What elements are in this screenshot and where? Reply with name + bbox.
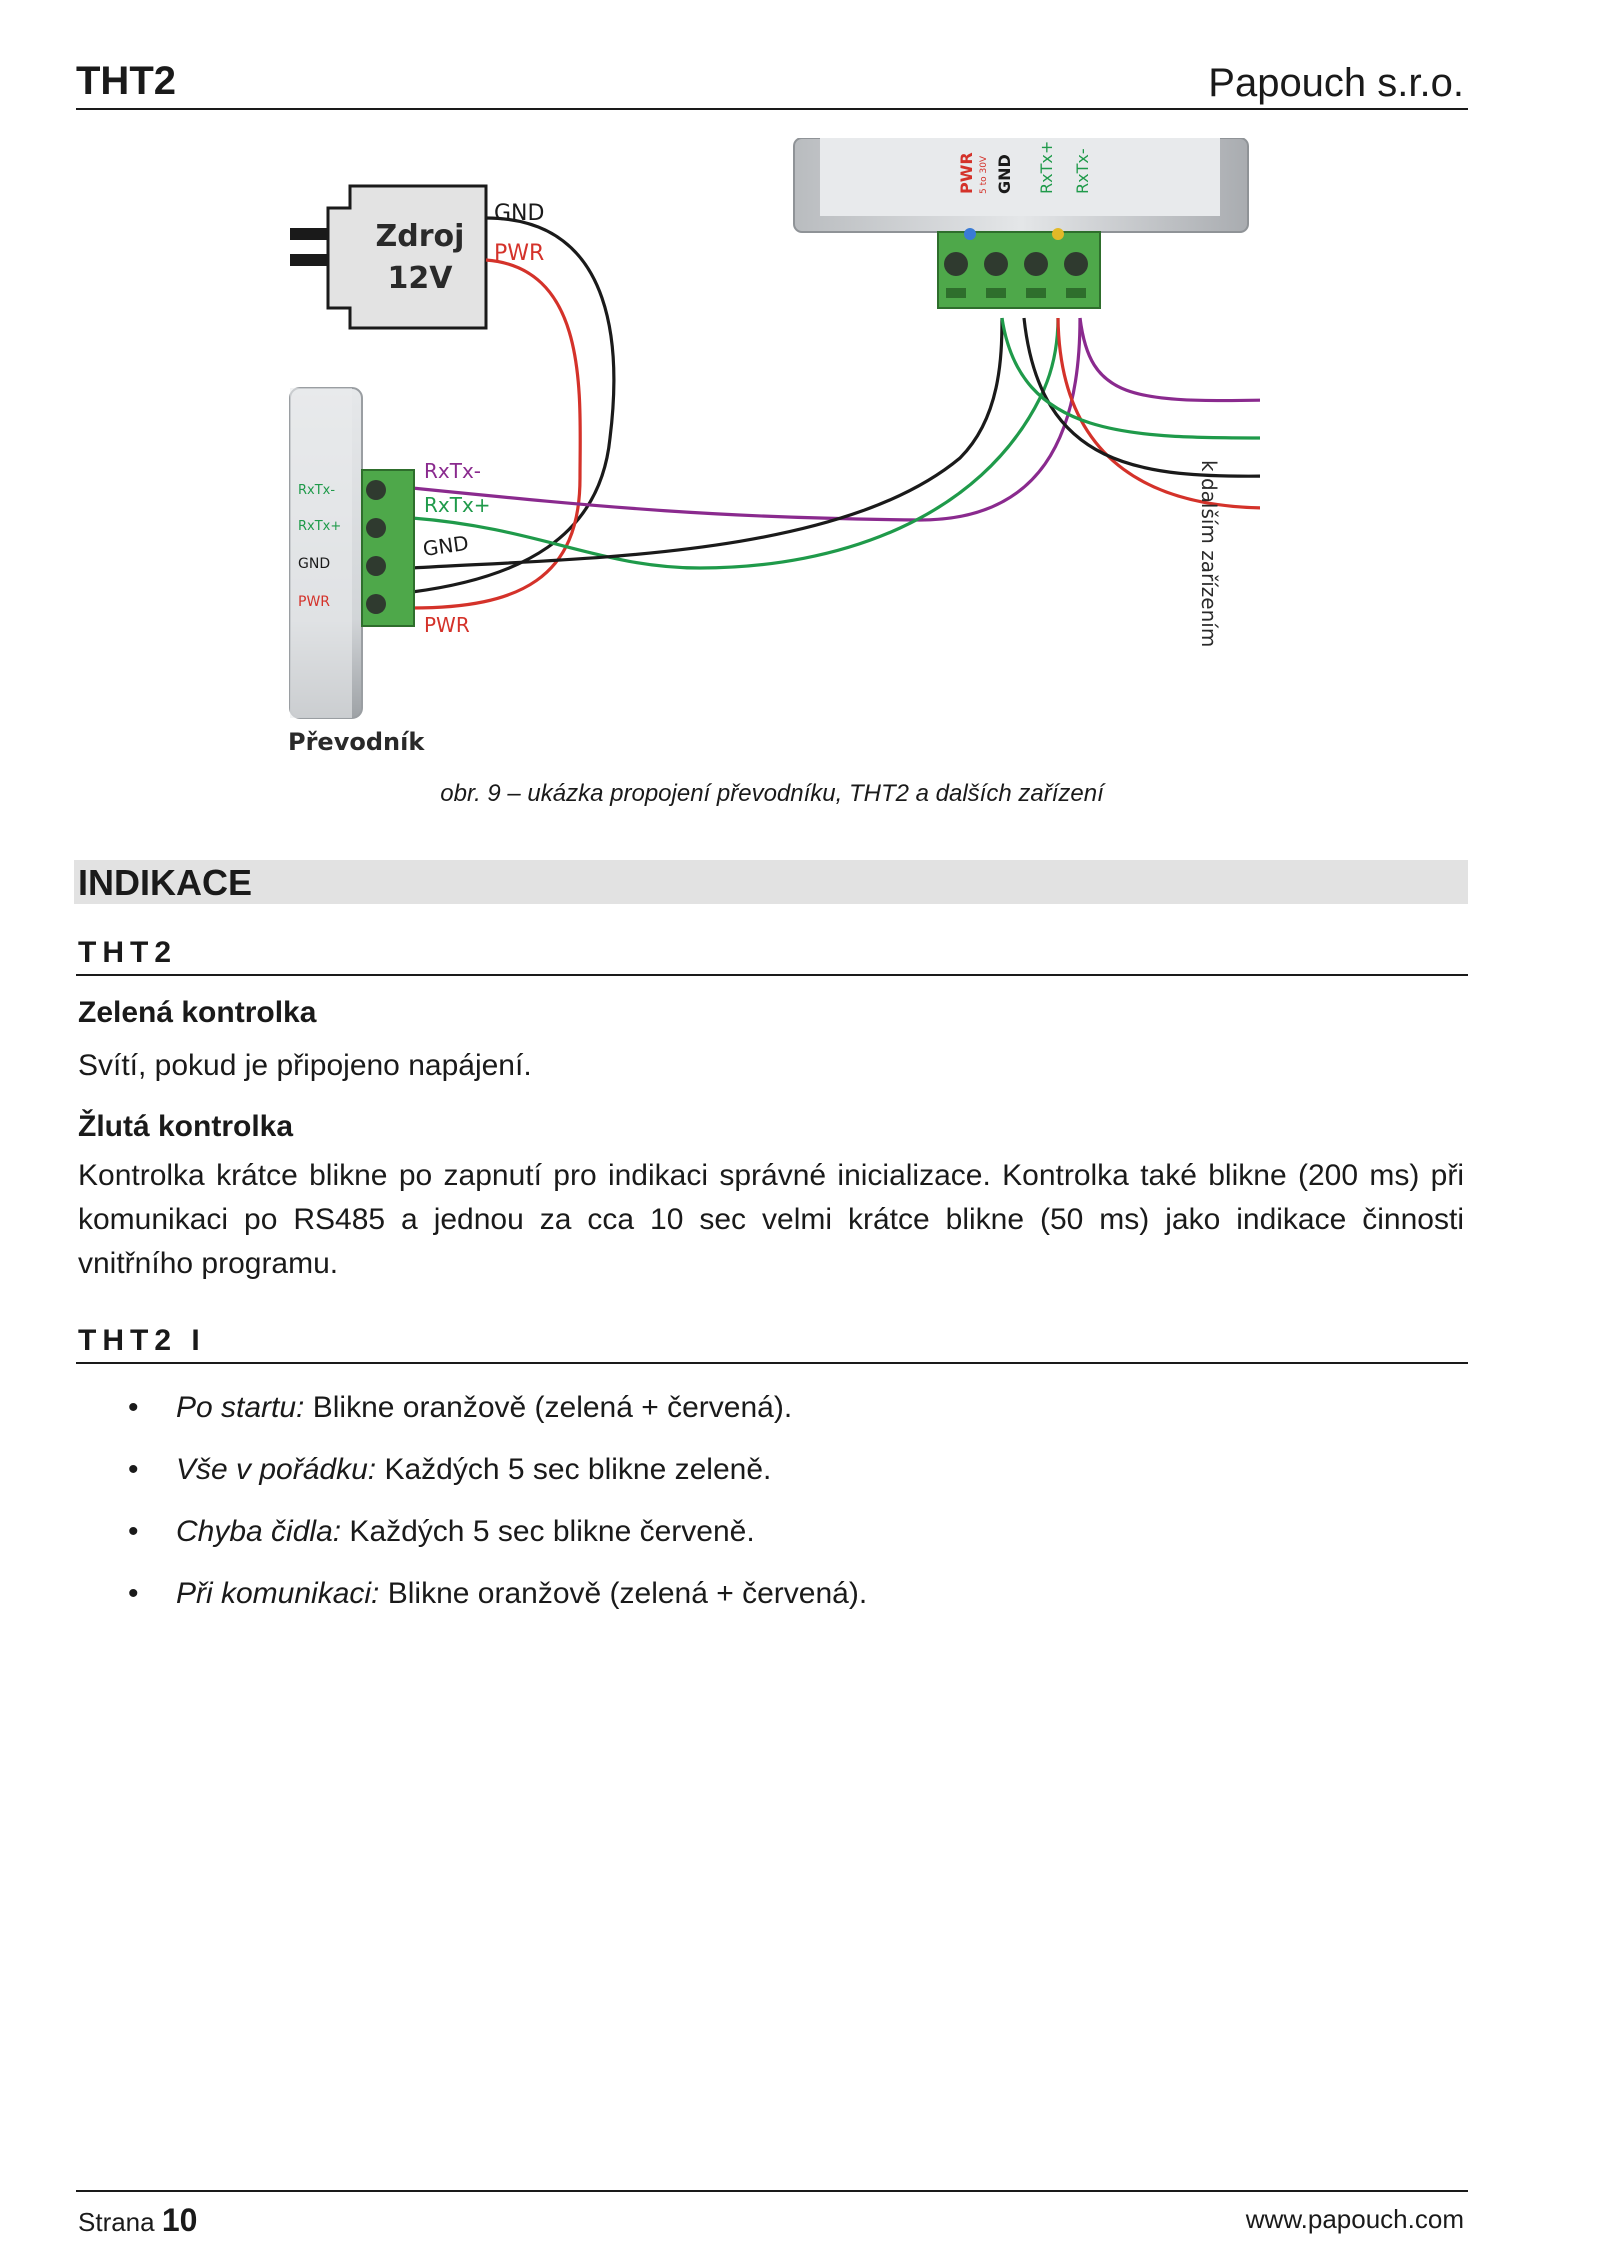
subsection-heading-tht2 xyxy=(76,932,1468,976)
converter-terminal-label-4: PWR xyxy=(298,594,331,610)
footer-url-link[interactable]: www.papouch.com xyxy=(1245,2204,1464,2234)
list-item xyxy=(78,1378,1458,1440)
status-list xyxy=(78,1378,1458,1626)
next-devices-label: k dalším zařízením xyxy=(1197,460,1221,648)
wire-next-pwr xyxy=(1058,318,1260,508)
yellow-led-text: Kontrolka krátce blikne po zapnutí pro indikaci správné inicializace. Kontrolka také blikne (200 ms) při komunikaci po RS485 a jednou za cca 10 sec velmi krátce blikne (50 ms) jako indikace činnosti vnitřního programu. xyxy=(78,1159,1464,1280)
psu-pwr-label: PWR xyxy=(494,241,545,266)
list-item xyxy=(78,1564,1458,1626)
converter-wire-label-1: RxTx- xyxy=(424,459,482,483)
tht2-screw-1 xyxy=(944,252,968,276)
tht2-screw-2 xyxy=(984,252,1008,276)
page-number-block xyxy=(78,2202,197,2239)
converter-terminal-label-3: GND xyxy=(298,556,331,572)
converter-device xyxy=(288,388,491,756)
tht2-terminal-label-rxtx-plus: RxTx+ xyxy=(1037,140,1056,194)
list-item-label: Po startu: xyxy=(176,1391,305,1424)
converter-wire-label-2: RxTx+ xyxy=(424,493,491,517)
tht2-terminal-label-voltage: 5 to 30V xyxy=(979,155,989,194)
wire-next-rxtx-plus xyxy=(1002,318,1260,438)
psu-label-line2: 12V xyxy=(387,261,453,296)
list-item-text: Každých 5 sec blikne červeně. xyxy=(341,1515,755,1548)
tht2-pin-4 xyxy=(1066,288,1086,298)
tht2-terminal-label-gnd: GND xyxy=(995,154,1014,194)
converter-housing-face xyxy=(290,388,352,718)
converter-screw-4 xyxy=(366,594,386,614)
wiring-figure xyxy=(280,138,1260,778)
list-item xyxy=(78,1502,1458,1564)
page-number: 10 xyxy=(161,2202,198,2238)
wire-rxtx-plus xyxy=(412,318,1058,568)
tht2-housing-face xyxy=(820,138,1220,216)
psu-plug-pin-top xyxy=(290,228,330,240)
tht2-screw-3 xyxy=(1024,252,1048,276)
bullet-icon: • xyxy=(128,1391,139,1424)
converter-screw-3 xyxy=(366,556,386,576)
tht2-led-yellow xyxy=(1052,228,1064,240)
tht2-pin-1 xyxy=(946,288,966,298)
tht2-terminal-label-pwr: PWR xyxy=(957,152,976,194)
tht2-screw-4 xyxy=(1064,252,1088,276)
subsection-title: THT2 I xyxy=(78,1324,206,1357)
wires xyxy=(412,218,1260,608)
figure-caption: obr. 9 – ukázka propojení převodníku, THT2 a dalších zařízení xyxy=(440,780,1104,807)
green-led-text: Svítí, pokud je připojeno napájení. xyxy=(78,1049,532,1082)
tht2-pin-2 xyxy=(986,288,1006,298)
list-item-text: Každých 5 sec blikne zeleně. xyxy=(376,1453,772,1486)
tht2-led-blue xyxy=(964,228,976,240)
yellow-led-heading: Žlutá kontrolka xyxy=(78,1110,294,1143)
tht2-device xyxy=(794,138,1248,308)
list-item-text: Blikne oranžově (zelená + červená). xyxy=(379,1577,868,1610)
tht2-terminal-label-rxtx-minus: RxTx- xyxy=(1073,148,1092,194)
bullet-icon: • xyxy=(128,1577,139,1610)
header-company: Papouch s.r.o. xyxy=(1208,61,1464,105)
section-title: INDIKACE xyxy=(78,862,253,903)
psu-gnd-label: GND xyxy=(494,201,545,226)
subsection-title: THT2 xyxy=(78,936,177,969)
list-item-label: Vše v pořádku: xyxy=(176,1453,377,1486)
wire-rxtx-minus xyxy=(412,318,1080,520)
green-led-heading: Zelená kontrolka xyxy=(78,996,317,1029)
header-title: THT2 xyxy=(76,59,176,103)
converter-name: Převodník xyxy=(288,728,425,756)
wire-next-rxtx-minus xyxy=(1080,318,1260,401)
tht2-pin-3 xyxy=(1026,288,1046,298)
list-item-text: Blikne oranžově (zelená + červená). xyxy=(304,1391,793,1424)
converter-terminal-label-1: RxTx- xyxy=(298,483,336,498)
psu-plug-pin-bottom xyxy=(290,254,330,266)
bullet-icon: • xyxy=(128,1515,139,1548)
converter-wire-label-3: GND xyxy=(421,530,471,561)
subsection-heading-tht2-i xyxy=(76,1320,1468,1364)
bullet-icon: • xyxy=(128,1453,139,1486)
converter-wire-label-4: PWR xyxy=(424,613,470,637)
psu-label-line1: Zdroj xyxy=(375,219,465,254)
section-heading-bar xyxy=(74,860,1468,904)
psu-box xyxy=(328,186,486,328)
page-label: Strana xyxy=(78,2207,155,2237)
converter-terminal-label-2: RxTx+ xyxy=(298,519,342,534)
power-supply xyxy=(290,186,544,328)
page-header xyxy=(76,52,1468,110)
converter-screw-2 xyxy=(366,518,386,538)
list-item xyxy=(78,1440,1458,1502)
list-item-label: Při komunikaci: xyxy=(176,1577,380,1610)
list-item-label: Chyba čidla: xyxy=(176,1515,342,1548)
page-footer xyxy=(76,2190,1468,2238)
wiring-diagram xyxy=(280,138,1260,778)
converter-screw-1 xyxy=(366,480,386,500)
